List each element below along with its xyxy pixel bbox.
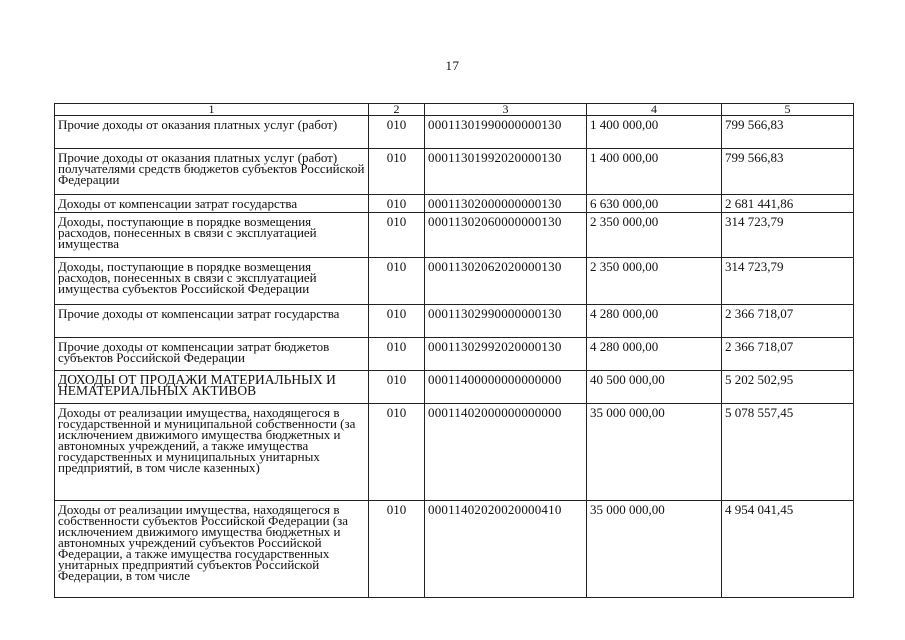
budget-classification-code: 00011302992020000130 bbox=[425, 338, 587, 371]
revenue-table bbox=[54, 103, 854, 598]
budget-classification-code: 00011402000000000000 bbox=[425, 404, 587, 501]
admin-code: 010 bbox=[369, 213, 425, 258]
income-name: Доходы от реализации имущества, находящегося в государственной и муниципальной собственности (за исключением движимого имущества бюджетных и автономных учреждений, а также имущества государственных и муниципальных унитарных предприятий, в том числе казенных) bbox=[55, 404, 369, 501]
budget-classification-code: 00011302062020000130 bbox=[425, 258, 587, 305]
admin-code: 010 bbox=[369, 195, 425, 213]
budget-classification-code: 00011301990000000130 bbox=[425, 116, 587, 149]
income-name: Прочие доходы от оказания платных услуг (работ) bbox=[55, 116, 369, 149]
table-row bbox=[55, 501, 854, 598]
income-name: Доходы от компенсации затрат государства bbox=[55, 195, 369, 213]
admin-code: 010 bbox=[369, 501, 425, 598]
planned-amount: 1 400 000,00 bbox=[587, 149, 722, 195]
executed-amount: 5 202 502,95 bbox=[722, 371, 854, 404]
admin-code: 010 bbox=[369, 338, 425, 371]
executed-amount: 314 723,79 bbox=[722, 213, 854, 258]
income-name: Прочие доходы от компенсации затрат государства bbox=[55, 305, 369, 338]
admin-code: 010 bbox=[369, 258, 425, 305]
column-header-2: 2 bbox=[369, 104, 425, 116]
table-row bbox=[55, 116, 854, 149]
table-row bbox=[55, 195, 854, 213]
table-row bbox=[55, 258, 854, 305]
table-row bbox=[55, 305, 854, 338]
table-row bbox=[55, 338, 854, 371]
column-header-1: 1 bbox=[55, 104, 369, 116]
executed-amount: 2 366 718,07 bbox=[722, 338, 854, 371]
page-number: 17 bbox=[445, 58, 460, 73]
budget-classification-code: 00011402020020000410 bbox=[425, 501, 587, 598]
budget-classification-code: 00011302000000000130 bbox=[425, 195, 587, 213]
planned-amount: 35 000 000,00 bbox=[587, 404, 722, 501]
executed-amount: 2 681 441,86 bbox=[722, 195, 854, 213]
table-row bbox=[55, 149, 854, 195]
budget-classification-code: 00011400000000000000 bbox=[425, 371, 587, 404]
budget-classification-code: 00011302060000000130 bbox=[425, 213, 587, 258]
admin-code: 010 bbox=[369, 305, 425, 338]
budget-classification-code: 00011301992020000130 bbox=[425, 149, 587, 195]
planned-amount: 2 350 000,00 bbox=[587, 258, 722, 305]
planned-amount: 4 280 000,00 bbox=[587, 338, 722, 371]
table-row bbox=[55, 371, 854, 404]
admin-code: 010 bbox=[369, 116, 425, 149]
executed-amount: 5 078 557,45 bbox=[722, 404, 854, 501]
income-name: Прочие доходы от компенсации затрат бюджетов субъектов Российской Федерации bbox=[55, 338, 369, 371]
planned-amount: 35 000 000,00 bbox=[587, 501, 722, 598]
admin-code: 010 bbox=[369, 404, 425, 501]
admin-code: 010 bbox=[369, 149, 425, 195]
executed-amount: 314 723,79 bbox=[722, 258, 854, 305]
income-name: Доходы от реализации имущества, находящегося в собственности субъектов Российской Федерации (за исключением движимого имущества бюджетных и автономных учреждений субъектов Российской Федерации, а также имущества государственных унитарных предприятий субъектов Российской Федерации, в том числе bbox=[55, 501, 369, 598]
planned-amount: 1 400 000,00 bbox=[587, 116, 722, 149]
planned-amount: 40 500 000,00 bbox=[587, 371, 722, 404]
planned-amount: 4 280 000,00 bbox=[587, 305, 722, 338]
income-name: Прочие доходы от оказания платных услуг (работ) получателями средств бюджетов субъектов Российской Федерации bbox=[55, 149, 369, 195]
table-row bbox=[55, 213, 854, 258]
executed-amount: 799 566,83 bbox=[722, 149, 854, 195]
planned-amount: 2 350 000,00 bbox=[587, 213, 722, 258]
executed-amount: 4 954 041,45 bbox=[722, 501, 854, 598]
column-header-4: 4 bbox=[587, 104, 722, 116]
income-name: Доходы, поступающие в порядке возмещения расходов, понесенных в связи с эксплуатацией имущества субъектов Российской Федерации bbox=[55, 258, 369, 305]
table-row bbox=[55, 404, 854, 501]
column-header-5: 5 bbox=[722, 104, 854, 116]
column-header-3: 3 bbox=[425, 104, 587, 116]
budget-classification-code: 00011302990000000130 bbox=[425, 305, 587, 338]
planned-amount: 6 630 000,00 bbox=[587, 195, 722, 213]
header-row bbox=[55, 104, 854, 116]
income-name: Доходы, поступающие в порядке возмещения расходов, понесенных в связи с эксплуатацией имущества bbox=[55, 213, 369, 258]
executed-amount: 2 366 718,07 bbox=[722, 305, 854, 338]
income-name: ДОХОДЫ ОТ ПРОДАЖИ МАТЕРИАЛЬНЫХ И НЕМАТЕРИАЛЬНЫХ АКТИВОВ bbox=[55, 371, 369, 404]
executed-amount: 799 566,83 bbox=[722, 116, 854, 149]
admin-code: 010 bbox=[369, 371, 425, 404]
